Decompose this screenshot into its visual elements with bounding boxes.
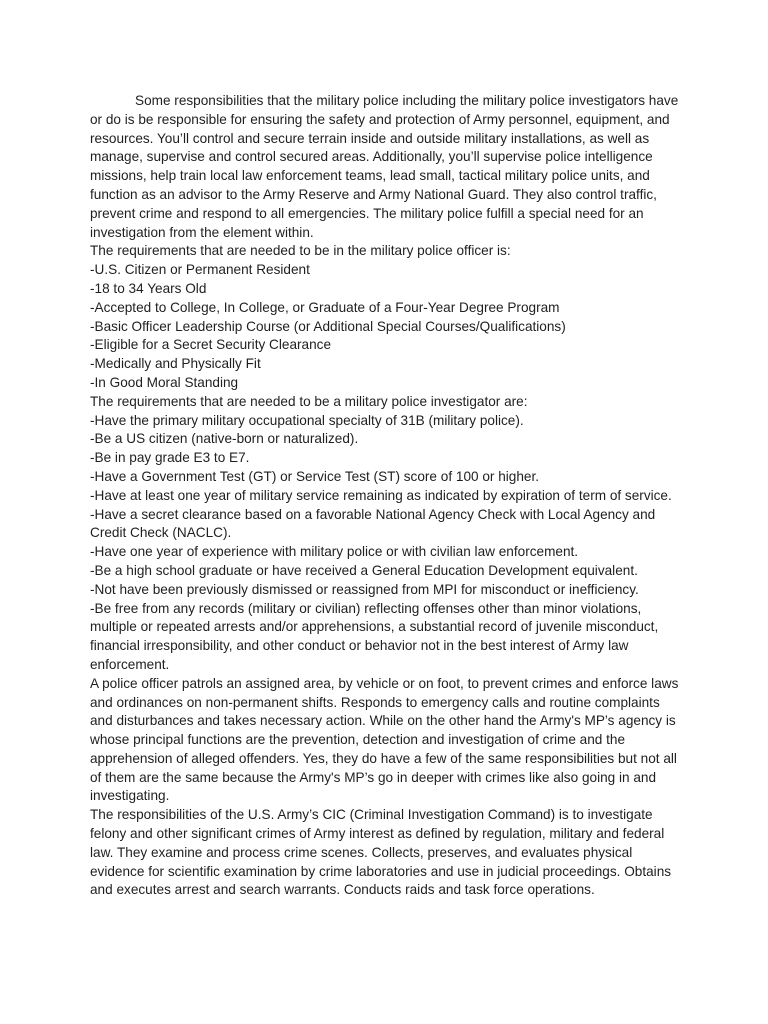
officer-requirement-item: -Medically and Physically Fit bbox=[90, 356, 261, 372]
officer-requirement-item: -Accepted to College, In College, or Graduate of a Four-Year Degree Program bbox=[90, 299, 560, 315]
investigator-requirement-item: -Not have been previously dismissed or reassigned from MPI for misconduct or inefficiency. bbox=[90, 581, 639, 597]
officer-requirement-item: -In Good Moral Standing bbox=[90, 374, 239, 390]
investigator-requirement-item: -Be free from any records (military or civilian) reflecting offenses other than minor violations, multiple or repeated arrests and/or apprehensions, a substantial record of juvenile misconduct, financial irresponsibility, and other conduct or behavior not in the best interest of Army law enforcement. bbox=[90, 600, 659, 672]
investigator-requirement-item: -Have the primary military occupational specialty of 31B (military police). bbox=[90, 412, 524, 428]
police-comparison-paragraph: A police officer patrols an assigned area, by vehicle or on foot, to prevent crimes and enforce laws and ordinances on non-permanent shifts. Responds to emergency calls and routine complaints and disturbances and takes necessary action. While on the other hand the Army's MP’s agency is whose principal functions are the prevention, detection and investigation of crime and the apprehension of alleged offenders. Yes, they do have a few of the same responsibilities but not all of them are the same because the Army's MP’s go in deeper with crimes like also going in and investigating. bbox=[90, 675, 679, 804]
officer-requirement-item: -Eligible for a Secret Security Clearance bbox=[90, 337, 332, 353]
investigator-requirement-item: -Have at least one year of military service remaining as indicated by expiration of term of service. bbox=[90, 487, 672, 503]
investigator-requirement-item: -Have a secret clearance based on a favorable National Agency Check with Local Agency and Credit Check (NACLC). bbox=[90, 506, 656, 541]
officer-requirement-item: -Basic Officer Leadership Course (or Additional Special Courses/Qualifications) bbox=[90, 318, 566, 334]
officer-requirement-item: -U.S. Citizen or Permanent Resident bbox=[90, 262, 310, 278]
investigator-requirements-heading: The requirements that are needed to be a military police investigator are: bbox=[90, 393, 528, 409]
cic-responsibilities-paragraph: The responsibilities of the U.S. Army’s CIC (Criminal Investigation Command) is to investigate felony and other significant crimes of Army interest as defined by regulation, military and federal law. They examine and process crime scenes. Collects, preserves, and evaluates physical evidence for scientific examination by crime laboratories and use in judicial proceedings. Obtains and executes arrest and search warrants. Conducts raids and task force operations. bbox=[90, 807, 672, 898]
investigator-requirement-item: -Have one year of experience with military police or with civilian law enforcement. bbox=[90, 544, 579, 560]
investigator-requirement-item: -Be a high school graduate or have received a General Education Development equivalent. bbox=[90, 562, 638, 578]
officer-requirements-heading: The requirements that are needed to be in the military police officer is: bbox=[90, 243, 511, 259]
investigator-requirement-item: -Be a US citizen (native-born or naturalized). bbox=[90, 431, 359, 447]
investigator-requirement-item: -Have a Government Test (GT) or Service Test (ST) score of 100 or higher. bbox=[90, 468, 540, 484]
intro-paragraph: Some responsibilities that the military police including the military police investigators have or do is be responsible for ensuring the safety and protection of Army personnel, equipment, and resources. You’ll control and secure terrain inside and outside military installations, as well as manage, supervise and control secured areas. Additionally, you’ll supervise police intelligence missions, help train local law enforcement teams, lead small, tactical military police units, and function as an advisor to the Army Reserve and Army National Guard. They also control traffic, prevent crime and respond to all emergencies. The military police fulfill a special need for an investigation from the element within. bbox=[90, 93, 679, 240]
document-page bbox=[90, 92, 682, 900]
officer-requirement-item: -18 to 34 Years Old bbox=[90, 280, 207, 296]
investigator-requirement-item: -Be in pay grade E3 to E7. bbox=[90, 450, 250, 466]
